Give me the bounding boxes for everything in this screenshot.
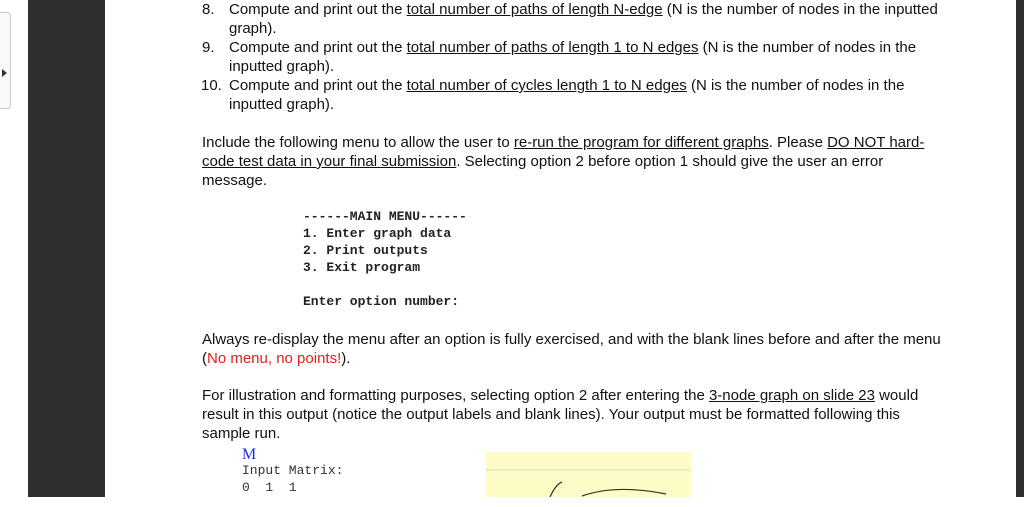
paragraph-text: Include the following menu to allow the user to xyxy=(202,134,514,151)
item-text: Compute and print out the xyxy=(229,77,407,94)
graph-sketch-drawing xyxy=(486,452,691,497)
underlined-text: DO NOT hard-code test data in your final submission xyxy=(202,134,925,170)
menu-instructions-paragraph xyxy=(202,133,942,190)
menu-option-2: 2. Print outputs xyxy=(303,243,428,258)
page-content xyxy=(202,0,942,443)
paragraph-text: For illustration and formatting purposes, selecting option 2 after entering the xyxy=(202,387,709,404)
illustration-paragraph xyxy=(202,386,942,443)
list-item-8 xyxy=(202,0,942,38)
document-page xyxy=(105,0,1016,497)
requirements-list xyxy=(202,0,942,114)
item-text: Compute and print out the xyxy=(229,39,407,56)
sample-m-label: M xyxy=(242,446,257,463)
graph-sketch-image xyxy=(486,452,691,497)
underlined-text: re-run the program for different graphs xyxy=(513,134,769,151)
underlined-text: 3-node graph on slide 23 xyxy=(708,387,875,404)
paragraph-text: . Please xyxy=(768,134,828,151)
warning-text: No menu, no points! xyxy=(207,350,342,367)
menu-option-1: 1. Enter graph data xyxy=(303,226,452,241)
list-item-10 xyxy=(202,76,942,114)
matrix-label: Input Matrix: xyxy=(242,463,344,478)
paragraph-text: would result in this output (notice the output labels and blank lines). Your output must be formatted following this sample run. xyxy=(202,387,919,442)
redisplay-paragraph xyxy=(202,330,942,368)
item-link-text: total number of cycles length 1 to N edges xyxy=(406,77,687,94)
list-item-9 xyxy=(202,38,942,76)
item-link-text: total number of paths of length N-edge xyxy=(406,1,663,18)
expand-arrow-icon xyxy=(2,69,7,77)
sample-output xyxy=(242,462,343,496)
menu-prompt: Enter option number: xyxy=(303,294,460,309)
side-panel-toggle[interactable] xyxy=(0,12,11,109)
item-text: (N is the number of nodes in the inputted graph). xyxy=(229,77,905,113)
menu-title: ------MAIN MENU------ xyxy=(303,209,467,224)
paragraph-text: ). xyxy=(341,350,351,367)
list-number: 10. xyxy=(201,77,222,94)
paragraph-text: . Selecting option 2 before option 1 should give the user an error message. xyxy=(202,153,884,189)
right-gutter xyxy=(1016,0,1024,497)
item-text: Compute and print out the xyxy=(229,1,407,18)
list-number: 9. xyxy=(202,39,215,56)
matrix-row: 0 1 1 xyxy=(242,480,297,495)
left-gutter xyxy=(28,0,105,497)
paragraph-text: Always re-display the menu after an option is fully exercised, and with the blank lines before and after the menu ( xyxy=(202,331,941,367)
item-text: (N is the number of nodes in the inputted graph). xyxy=(229,39,917,75)
item-text: (N is the number of nodes in the inputted graph). xyxy=(229,1,938,37)
item-link-text: total number of paths of length 1 to N edges xyxy=(406,39,699,56)
main-menu-sample xyxy=(303,208,942,310)
menu-option-3: 3. Exit program xyxy=(303,260,421,275)
list-number: 8. xyxy=(202,1,215,18)
